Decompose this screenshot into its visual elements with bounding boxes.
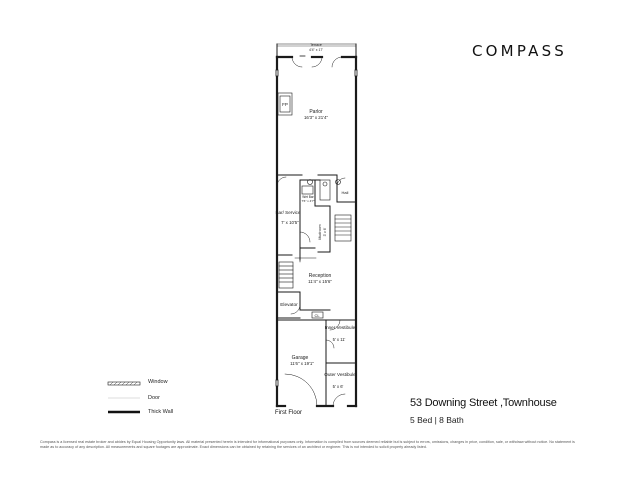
inner-vestibule-name: Inner Vestibule [324, 325, 356, 330]
reception-name: Reception [308, 273, 332, 279]
property-title: 53 Downing Street ,Townhouse [410, 397, 557, 409]
floor-label: First Floor [275, 410, 302, 416]
mudroom-dims: 3' x 6' [323, 227, 327, 237]
legend-thick-wall-label: Thick Wall [148, 409, 174, 415]
outer-vestibule-dims: 5' x 6' [332, 384, 344, 389]
terrace-dims: 4'4" x 17' [308, 48, 324, 52]
outer-vestibule-name: Outer Vestibule [324, 372, 356, 377]
cl-label: CL [314, 313, 320, 318]
terrace-name: Terrace [310, 43, 322, 47]
compass-logo: COMPASS [472, 42, 568, 60]
hall-label: Hall [341, 190, 349, 195]
elevator-label: Elevator [280, 303, 298, 308]
stair-upper [335, 215, 351, 241]
bar-service-dims: 7' x 10'5" [281, 220, 299, 225]
legend-door-label: Door [148, 395, 160, 401]
property-subtitle: 5 Bed | 8 Bath [410, 415, 464, 425]
inner-vestibule-dims: 5' x 11' [332, 337, 346, 342]
bar-service-name: Bar/ Service [275, 210, 301, 215]
parlor-name: Parlor [309, 109, 323, 115]
room-labels [275, 43, 356, 389]
wet-bar-name: Wet Bar [302, 195, 314, 199]
reception-dims: 11'4" x 15'6" [308, 279, 332, 284]
fp-label: FP [282, 102, 288, 107]
disclaimer-text: Compass is a licensed real estate broker and abides by Equal Housing Opportunity laws. All material presented herein is intended for informational purposes only. Information is compiled from sources deemed reliable but is subject to errors, omissions, changes in price, condition, sale, or withdraw without notice. No statement is made as to accuracy of any description. All measurements and square footages are approximate. Exact dimensions can be obtained by retaining the services of an architect or engineer. This is not intended to solicit property already listed. [40, 440, 575, 449]
garage-dims: 11'6" x 19'1" [290, 361, 314, 366]
wet-bar-dims: 7'6" x 4'7" [301, 199, 315, 203]
legend-window-label: Window [148, 379, 168, 385]
parlor-dims: 16'3" x 21'4" [303, 115, 329, 120]
mudroom-name: Mudroom [318, 224, 322, 240]
legend [108, 382, 140, 412]
legend-window-swatch [108, 382, 140, 385]
garage-name: Garage [291, 355, 309, 361]
